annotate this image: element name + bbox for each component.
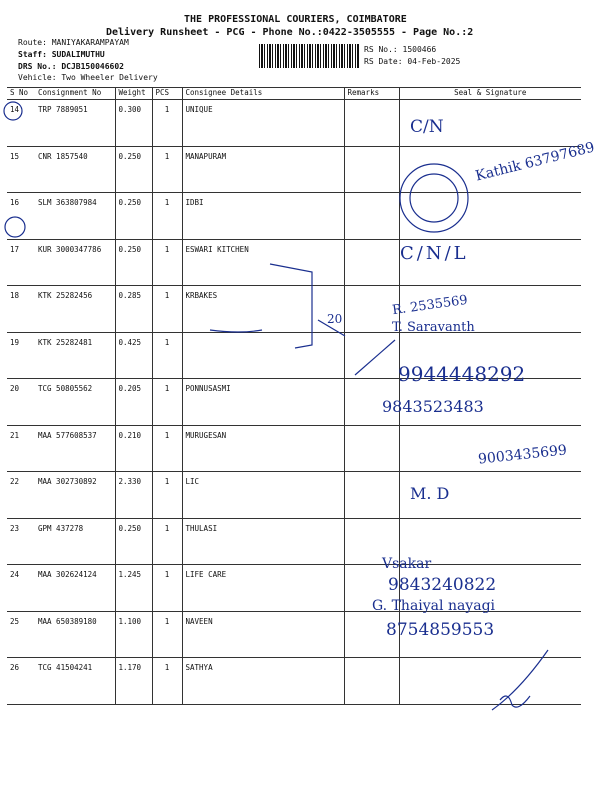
handwriting-row17: C/N/L: [400, 243, 469, 264]
row-consignee: UNIQUE: [182, 100, 344, 147]
row-sno: 15: [7, 146, 35, 193]
row-consignment-no: KUR 3000347786: [35, 239, 115, 286]
rs-number: RS No.: 1500466: [364, 45, 437, 54]
handwriting-row22: 9003435699: [477, 442, 568, 468]
row-pcs: 1: [152, 100, 182, 147]
col-sno: S No: [7, 88, 35, 100]
handwriting-row26a: G. Thaiyal nayagi: [372, 598, 496, 614]
row-sno: 20: [7, 379, 35, 426]
row-consignment-no: TRP 7889051: [35, 100, 115, 147]
col-consignment: Consignment No: [35, 88, 115, 100]
final-signature-mark: [500, 696, 530, 707]
handwriting-row15: Kathik 63797689: [473, 139, 597, 185]
row-weight: 0.250: [115, 518, 152, 565]
row-weight: 0.205: [115, 379, 152, 426]
col-pcs: PCS: [152, 88, 182, 100]
row-sno: 21: [7, 425, 35, 472]
row-pcs: 1: [152, 518, 182, 565]
row-consignment-no: MAA 302624124: [35, 565, 115, 612]
row-consignment-no: TCG 50805562: [35, 379, 115, 426]
staff-label: Staff: SUDALIMUTHU: [18, 50, 105, 59]
row-consignment-no: CNR 1857540: [35, 146, 115, 193]
row-consignment-no: KTK 25282481: [35, 332, 115, 379]
drs-number: DRS No.: DCJB150046602: [18, 62, 124, 71]
row-sno: 14: [7, 100, 35, 147]
handwriting-row25b: 9843240822: [388, 575, 497, 595]
row-consignee: PONNUSASMI: [182, 379, 344, 426]
row-consignee: MURUGESAN: [182, 425, 344, 472]
row-weight: 0.250: [115, 239, 152, 286]
row-weight: 0.285: [115, 286, 152, 333]
row-consignee: LIC: [182, 472, 344, 519]
handwriting-row25a: Vsakar: [382, 556, 432, 572]
vehicle-label: Vehicle: Two Wheeler Delivery: [18, 73, 158, 82]
row-pcs: 1: [152, 332, 182, 379]
circle-mark-14: [4, 102, 22, 120]
row-weight: 0.210: [115, 425, 152, 472]
row-consignee: ESWARI KITCHEN: [182, 239, 344, 286]
sheet-title: Delivery Runsheet - PCG - Phone No.:0422-3505555 - Page No.:2: [106, 27, 474, 38]
row-consignee: NAVEEN: [182, 611, 344, 658]
row-consignment-no: MAA 577608537: [35, 425, 115, 472]
handwriting-row19a: R. 2535569: [391, 292, 469, 319]
row-weight: 0.425: [115, 332, 152, 379]
row-consignment-no: GPM 437278: [35, 518, 115, 565]
row-consignment-no: KTK 25282456: [35, 286, 115, 333]
row-weight: 0.300: [115, 100, 152, 147]
row-pcs: 1: [152, 658, 182, 705]
row-weight: 1.245: [115, 565, 152, 612]
col-weight: Weight: [115, 88, 152, 100]
handwriting-row19-note: 20: [327, 312, 343, 326]
col-seal-signature: Seal & Signature: [399, 88, 581, 100]
row-consignment-no: SLM 363807984: [35, 193, 115, 240]
row-weight: 0.250: [115, 146, 152, 193]
handwriting-row23: M. D: [410, 484, 450, 503]
dash-mark: [210, 330, 262, 332]
row-consignee: SATHYA: [182, 658, 344, 705]
company-name: THE PROFESSIONAL COURIERS, COIMBATORE: [184, 14, 407, 25]
row-consignee: KRBAKES: [182, 286, 344, 333]
row-pcs: 1: [152, 286, 182, 333]
office-seal-inner: [410, 174, 458, 222]
bracket-mark: [270, 264, 312, 348]
row-sno: 19: [7, 332, 35, 379]
handwriting-row21: 9843523483: [382, 397, 484, 416]
handwriting-row26b: 8754859553: [386, 620, 495, 640]
row-pcs: 1: [152, 425, 182, 472]
handwriting-row20: 9944448292: [398, 362, 526, 386]
row-consignee: IDBI: [182, 193, 344, 240]
row-weight: 0.250: [115, 193, 152, 240]
circle-mark-17: [5, 217, 25, 237]
row-consignment-no: TCG 41504241: [35, 658, 115, 705]
handwriting-row19b: T. Saravanth: [392, 320, 475, 335]
handwriting-row14: C/N: [410, 117, 444, 137]
row-pcs: 1: [152, 472, 182, 519]
row-sno: 26: [7, 658, 35, 705]
row-consignee: THULASI: [182, 518, 344, 565]
row-sno: 23: [7, 518, 35, 565]
row-weight: 1.100: [115, 611, 152, 658]
col-remarks: Remarks: [344, 88, 399, 100]
row-consignment-no: MAA 650389180: [35, 611, 115, 658]
row-sno: 18: [7, 286, 35, 333]
row-consignee: MANAPURAM: [182, 146, 344, 193]
col-consignee: Consignee Details: [182, 88, 344, 100]
row-sno: 16: [7, 193, 35, 240]
row-sno: 22: [7, 472, 35, 519]
row-consignee: LIFE CARE: [182, 565, 344, 612]
arrow-mark-2: [355, 340, 395, 375]
row-weight: 2.330: [115, 472, 152, 519]
row-weight: 1.170: [115, 658, 152, 705]
row-consignment-no: MAA 302730892: [35, 472, 115, 519]
row-pcs: 1: [152, 611, 182, 658]
row-sno: 17: [7, 239, 35, 286]
row-pcs: 1: [152, 239, 182, 286]
route-label: Route: MANIYAKARAMPAYAM: [18, 38, 129, 47]
row-pcs: 1: [152, 379, 182, 426]
row-pcs: 1: [152, 146, 182, 193]
row-pcs: 1: [152, 565, 182, 612]
rs-date: RS Date: 04-Feb-2025: [364, 57, 461, 66]
row-sno: 25: [7, 611, 35, 658]
row-pcs: 1: [152, 193, 182, 240]
final-signature-stroke: [492, 650, 548, 710]
row-sno: 24: [7, 565, 35, 612]
